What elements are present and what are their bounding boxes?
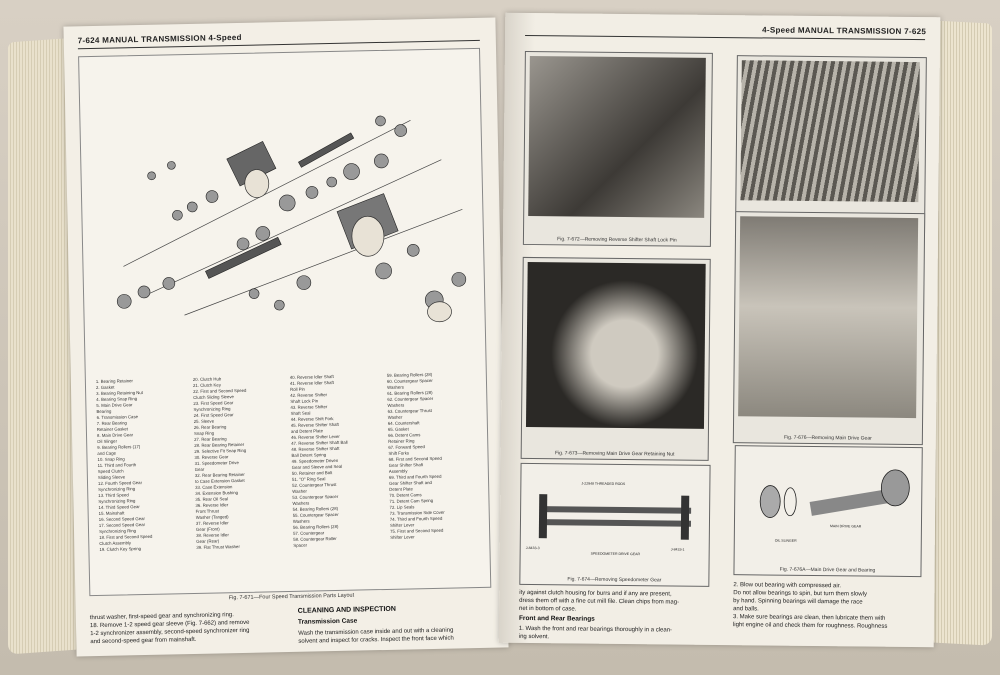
legend-entry: 16. Second Speed Gear — [98, 515, 145, 522]
legend-entry: 26. Rear Bearing — [193, 424, 227, 430]
legend-entry: 3. Bearing Retaining Nut — [96, 390, 144, 396]
left-page — [63, 18, 508, 657]
photo-fig-674 — [519, 463, 710, 587]
legend-entry: Shaft Seal — [290, 410, 311, 416]
figure-caption-671: Fig. 7-671—Four Speed Transmission Parts Layout — [228, 592, 355, 602]
legend-entry: Washers — [387, 384, 404, 390]
photo-fig-676a — [733, 445, 922, 577]
legend-entry: 4. Bearing Snap Ring — [96, 396, 138, 402]
legend-entry: Shaft Lock Pin — [290, 398, 319, 404]
legend-entry: 55. Countergear Spacer — [292, 511, 339, 518]
header-rule — [525, 35, 925, 40]
subheading-bearings: Front and Rear Bearings — [518, 614, 595, 623]
legend-entry: Washer (Tanged) — [195, 514, 229, 520]
caption-fig-676: Fig. 7-676—Removing Main Drive Gear — [783, 434, 872, 442]
legend-entry: Sliding Sleeve — [97, 474, 126, 480]
legend-entry: Shifter Lever — [390, 534, 415, 540]
text-line: and second-speed gear from mainshaft. — [90, 636, 197, 646]
legend-entry: 21. Clutch Key — [192, 382, 221, 388]
bearings-text — [519, 625, 719, 643]
text-line: dress them off with a fine cut mill file. Clean chips from mag- — [519, 597, 680, 606]
legend-entry: 47. Reverse Shifter Shaft Ball — [291, 439, 348, 446]
legend-entry: 15. Mainshaft — [98, 510, 125, 516]
legend-entry: 7. Rear Bearing — [96, 420, 127, 426]
legend-entry: 63. Countergear Thrust — [387, 407, 432, 414]
text-line: 1. Wash the front and rear bearings thoroughly in a clean- — [518, 625, 673, 634]
text-line: 2. Blow out bearing with compressed air. — [733, 582, 842, 590]
legend-entry: Gear and Sleeve and Seal — [291, 463, 343, 470]
legend-entry: Retainer Gasket — [96, 426, 129, 432]
legend-entry: 43. Reverse Shifter — [290, 404, 328, 410]
legend-entry: 35. Rear Oil Seal — [195, 496, 229, 502]
legend-entry: 13. Third Speed — [98, 492, 129, 498]
right-running-head: 4-Speed MANUAL TRANSMISSION 7-625 — [762, 25, 927, 37]
label-j-8433-3: J-8433-3 — [525, 545, 540, 551]
legend-entry: Gear Shifter Shaft — [388, 462, 424, 468]
legend-column-3 — [290, 373, 387, 549]
legend-entry: 28. Rear Bearing Retainer — [194, 441, 245, 448]
legend-entry: Clutch Sliding Sleeve — [193, 394, 234, 400]
legend-entry: 11. Third and Fourth — [97, 462, 137, 468]
legend-entry: 46. Reverse Shifter Lever — [291, 433, 340, 440]
left-running-head: 7-624 MANUAL TRANSMISSION 4-Speed — [77, 32, 242, 46]
legend-entry: 36. Reverse Idler — [195, 502, 229, 508]
legend-entry: 20. Clutch Hub — [192, 376, 222, 382]
photo-main-drive-gear-nut — [526, 262, 706, 429]
legend-entry: 40. Reverse Idler Shaft — [289, 374, 334, 380]
legend-entry: 24. First Speed Gear — [193, 412, 234, 418]
legend-column-4 — [387, 371, 484, 547]
legend-entry: Retainer Ring — [388, 438, 415, 444]
legend-entry: 52. Countergear Thrust — [292, 481, 337, 488]
legend-entry: 61. Bearing Rollers (28) — [387, 389, 433, 396]
legend-entry: Detent Plate — [389, 486, 413, 492]
legend-entry: 44. Reverse Shift Fork — [290, 416, 334, 422]
legend-entry: Gear Shifter Shaft and — [389, 479, 432, 486]
legend-entry: 53. Countergear Spacer — [292, 493, 339, 500]
legend-entry: 60. Countergear Spacer — [386, 377, 433, 384]
label-j-8433-1: J-8433-1 — [670, 547, 685, 552]
legend-entry: 48. Reverse Shifter Shaft — [291, 445, 340, 452]
legend-entry: 22. First and Second Speed — [193, 387, 247, 394]
text-line: by hand. Spinning bearings will damage the race — [733, 598, 863, 606]
legend-entry: to Case Extension Gasket — [194, 477, 245, 484]
label-oil-slinger: OIL SLINGER — [774, 538, 797, 543]
legend-entry: 19. Clutch Key Spring — [99, 546, 142, 552]
caption-fig-673: Fig. 7-673—Removing Main Drive Gear Retaining Nut — [554, 450, 675, 458]
legend-entry: 51. "O" Ring Seal — [291, 476, 326, 482]
legend-entry: 72. Lip Seals — [389, 504, 415, 510]
legend-entry: 2. Gasket — [95, 384, 115, 390]
legend-entry: 73. Transmission Side Cover — [389, 509, 445, 516]
legend-entry: Washers — [292, 518, 310, 524]
label-speedometer-drive-gear: SPEEDOMETER DRIVE GEAR — [590, 551, 641, 557]
text-line: thrust washer, first-speed gear and synchronizing ring. — [89, 612, 234, 622]
photo-synchronizer-gears — [740, 60, 919, 202]
legend-entry: Roll Pin — [290, 386, 305, 392]
legend-entry: 32. Rear Bearing Retainer — [194, 471, 245, 478]
legend-entry: Speed Clutch — [97, 468, 124, 474]
legend-entry: and Cage — [97, 450, 117, 456]
legend-entry: 57. Countergear — [293, 530, 325, 536]
legend-entry: 39. Flat Thrust Washer — [196, 544, 240, 550]
photo-fig-673 — [521, 257, 711, 461]
legend-entry: 14. Third Speed Gear — [98, 504, 140, 510]
text-line: 18. Remove 1-2 speed gear sleeve (Fig. 7-662) and remove — [89, 619, 250, 630]
legend-entry: 70. Detent Cams — [389, 492, 422, 498]
legend-entry: Synchronizing Ring — [98, 486, 136, 492]
legend-entry: 33. Case Extension — [195, 484, 233, 490]
photo-fig-672 — [523, 51, 713, 247]
legend-entry: Assembly — [388, 468, 408, 474]
legend-entry: 6. Transmission Case — [96, 414, 139, 420]
legend-entry: 27. Rear Bearing — [194, 436, 227, 442]
text-line: net in bottom of case. — [519, 605, 577, 613]
legend-entry: 30. Reverse Gear — [194, 454, 229, 460]
section-heading-cleaning: CLEANING AND INSPECTION — [297, 605, 396, 615]
legend-entry: Synchronizing Ring — [98, 498, 136, 504]
legend-entry: 18. First and Second Speed — [99, 533, 153, 540]
legend-entry: 12. Fourth Speed Gear — [97, 480, 143, 486]
body-text-right — [733, 581, 923, 631]
text-line: ity against clutch housing for burrs and if any are present, — [519, 589, 672, 598]
legend-entry: Gear (Rear) — [196, 538, 220, 544]
legend-entry: 8. Main Drive Gear — [96, 432, 134, 438]
legend-entry: Bearing — [96, 408, 112, 414]
parts-layout-diagram — [78, 48, 491, 596]
body-text-left — [90, 610, 291, 646]
text-line: solvent and inspect for cracks. Inspect the front face which — [298, 635, 454, 645]
legend-entry: 59. Bearing Rollers (28) — [386, 371, 433, 378]
speedometer-tool-drawing — [521, 464, 710, 566]
text-line: Do not allow bearings to spin, but turn them slowly — [733, 590, 868, 598]
legend-entry: 10. Snap Ring — [97, 456, 125, 462]
caption-fig-672: Fig. 7-672—Removing Reverse Shifter Shaft Lock Pin — [557, 236, 677, 244]
caption-fig-674: Fig. 7-674—Removing Speedometer Gear — [567, 576, 662, 584]
label-threaded-rods: J-22948 THREADED RODS — [581, 481, 626, 487]
legend-entry: 31. Speedometer Drive — [194, 460, 239, 466]
photo-fig-676 — [733, 211, 925, 445]
body-text-left — [519, 589, 719, 615]
legend-entry: 58. Countergear Roller — [293, 535, 337, 542]
legend-entry: Clutch Assembly — [99, 540, 132, 546]
legend-entry: 17. Second Speed Gear — [98, 521, 146, 528]
legend-entry: 23. First Speed Gear — [193, 400, 234, 406]
legend-entry: 41. Reverse Idler Shaft — [289, 380, 334, 386]
main-drive-gear-drawing — [735, 446, 922, 558]
legend-entry: 37. Reverse Idler — [195, 520, 229, 526]
legend-entry: 42. Reverse Shifter — [290, 392, 328, 398]
legend-entry: 5. Main Drive Gear — [96, 402, 133, 408]
legend-entry: 66. Detent Cams — [388, 432, 421, 438]
parts-legend — [96, 371, 484, 553]
legend-entry: Snap Ring — [193, 430, 215, 436]
legend-entry: 68. First and Second Speed — [388, 455, 442, 462]
legend-entry: Front Thrust — [195, 508, 220, 514]
legend-entry: 38. Reverse Idler — [196, 532, 229, 538]
legend-entry: Synchronizing Ring — [193, 406, 231, 412]
caption-fig-676a: Fig. 7-676A—Main Drive Gear and Bearing — [779, 566, 876, 574]
right-page — [499, 13, 941, 648]
exploded-view-drawing — [79, 49, 486, 377]
legend-entry: 50. Retainer and Bolt — [291, 470, 333, 476]
legend-entry: Washer — [387, 414, 403, 420]
text-line: light engine oil and check them for roughness. Roughness — [732, 622, 888, 630]
legend-entry: Gear — [194, 466, 205, 472]
legend-entry: Gear (Front) — [195, 526, 220, 532]
legend-entry: 71. Detent Cam Spring — [389, 497, 434, 504]
text-line: and balls. — [733, 606, 759, 613]
text-line: 3. Make sure bearings are clean, then lubricate them with — [732, 614, 886, 622]
legend-entry: Washers — [387, 402, 405, 408]
legend-entry: Shifter Lever — [389, 522, 415, 528]
text-line: Wash the transmission case inside and out with a cleaning — [298, 627, 454, 637]
legend-entry: 67. Forward Speed — [388, 444, 425, 450]
photo-main-drive-gear-press — [738, 216, 918, 418]
legend-entry: 54. Bearing Rollers (28) — [292, 505, 339, 512]
legend-entry: 75. First and Second Speed — [390, 527, 444, 534]
legend-entry: 49. Speedometer Driven — [291, 457, 339, 464]
legend-entry: 64. Countershaft — [387, 420, 420, 426]
label-main-drive-gear: MAIN DRIVE GEAR — [829, 524, 862, 529]
legend-entry: 69. Third and Fourth Speed — [388, 473, 442, 480]
text-line: 1-2 synchronizer assembly, second-speed synchronizer ring — [90, 627, 250, 638]
photo-reverse-shifter — [528, 56, 706, 218]
legend-entry: Washers — [292, 500, 310, 506]
legend-entry: 65. Gasket — [387, 426, 409, 432]
body-text-right — [298, 626, 498, 646]
legend-entry: 74. Third and Fourth Speed — [389, 515, 443, 522]
legend-entry: 45. Reverse Shifter Shaft — [290, 421, 339, 428]
legend-entry: 62. Countergear Spacer — [387, 395, 434, 402]
page-edges-right — [930, 20, 992, 645]
legend-column-2 — [193, 375, 290, 551]
legend-entry: 34. Extension Bushing — [195, 490, 239, 496]
legend-entry: and Detent Plate — [290, 428, 324, 434]
legend-entry: Shift Forks — [388, 450, 410, 456]
legend-entry: Washer — [292, 488, 307, 494]
legend-entry: 29. Selective Fit Snap Ring — [194, 447, 247, 454]
legend-entry: 56. Bearing Rollers (28) — [292, 523, 339, 530]
legend-column-1 — [96, 377, 193, 553]
legend-entry: Spacer — [293, 542, 308, 548]
legend-entry: 9. Bearing Rollers (17) — [97, 444, 141, 450]
text-line: ing solvent. — [518, 633, 550, 641]
legend-entry: Oil Slinger — [97, 438, 118, 444]
legend-entry: 1. Bearing Retainer — [95, 378, 133, 384]
legend-entry: 25. Sleeve — [193, 418, 215, 424]
legend-entry: Synchronizing Ring — [98, 528, 137, 534]
subheading-transmission-case: Transmission Case — [297, 617, 358, 626]
legend-entry: Ball Detent Spring — [291, 452, 327, 458]
